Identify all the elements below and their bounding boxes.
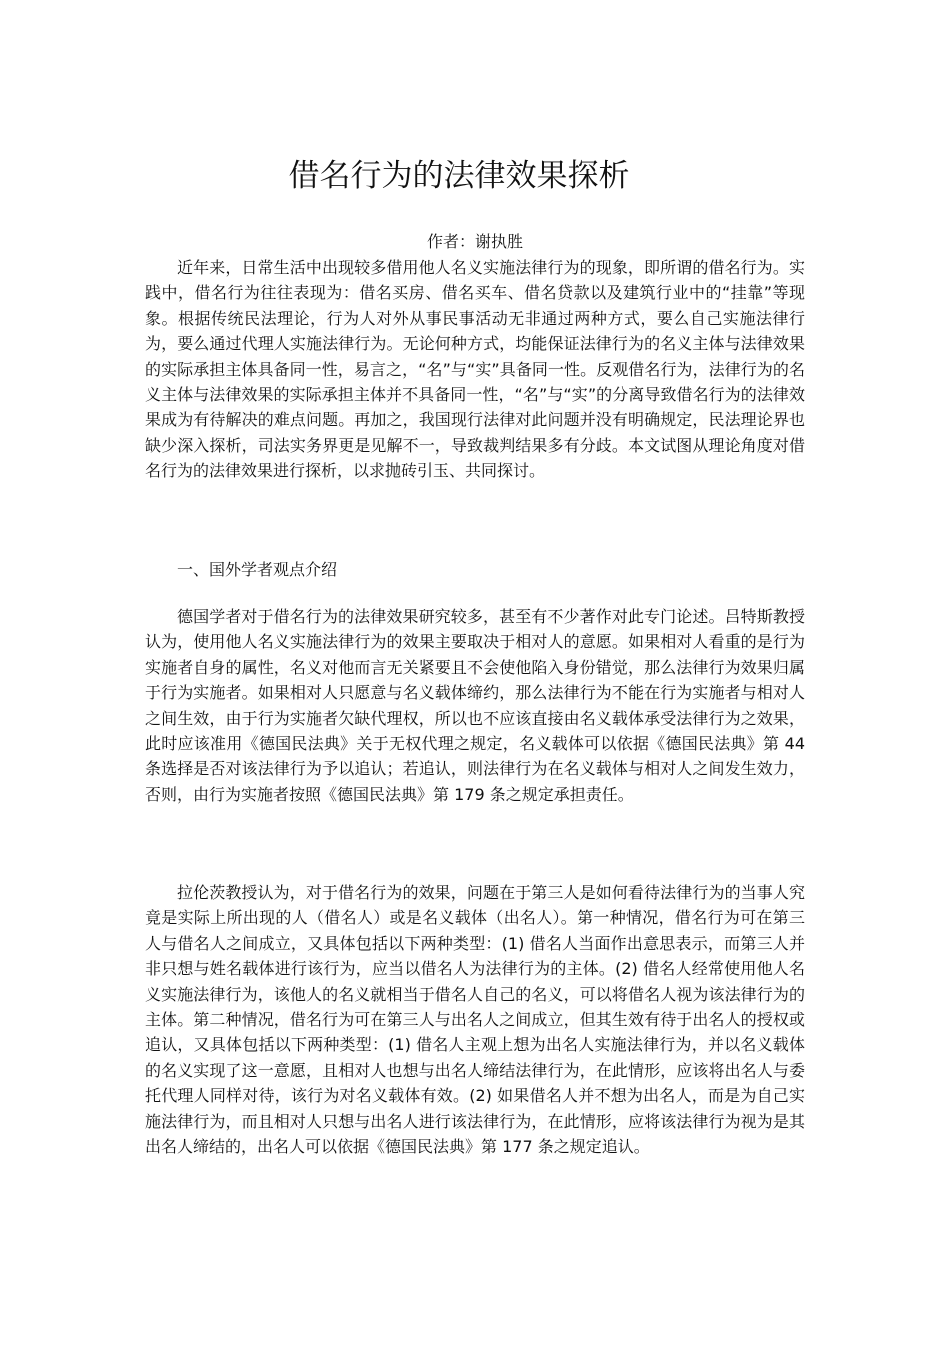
author-line: 作者：谢执胜 <box>426 232 523 251</box>
german-scholar-paragraph: 德国学者对于借名行为的法律效果研究较多，甚至有不少著作对此专门论述。吕特斯教授认为，使用他人名义实施法律行为的效果主要取决于相对人的意愿。如果相对人看重的是行为实施者自身的属性，名义对他而言无关紧要且不会使他陷入身份错觉，那么法律行为效果归属于行为实施者。如果相对人只愿意与名义载体缔约，那么法律行为不能在行为实施者与相对人之间生效，由于行为实施者欠缺代理权，所以也不应该直接由名义载体承受法律行为之效果，此时应该准用《德国民法典》关于无权代理之规定，名义载体可以依据《德国民法典》第 44 条选择是否对该法律行为予以追认；若追认，则法律行为在名义载体与相对人之间发生效力，否则，由行为实施者按照《德国民法典》第 179 条之规定承担责任。 <box>145 607 805 804</box>
document-title: 借名行为的法律效果探析 <box>288 158 630 194</box>
intro-paragraph: 近年来，日常生活中出现较多借用他人名义实施法律行为的现象，即所谓的借名行为。实践中，借名行为往往表现为：借名买房、借名买车、借名贷款以及建筑行业中的“挂靠”等现象。根据传统民法理论，行为人对外从事民事活动无非通过两种方式，要么自己实施法律行为，要么通过代理人实施法律行为。无论何种方式，均能保证法律行为的名义主体与法律效果的实际承担主体具备同一性，易言之，“名”与“实”具备同一性。反观借名行为，法律行为的名义主体与法律效果的实际承担主体并不具备同一性，“名”与“实”的分离导致借名行为的法律效果成为有待解决的难点问题。再加之，我国现行法律对此问题并没有明确规定，民法理论界也缺少深入探析，司法实务界更是见解不一，导致裁判结果多有分歧。本文试图从理论角度对借名行为的法律效果进行探析，以求抛砖引玉、共同探讨。 <box>145 258 805 481</box>
larenz-paragraph: 拉伦茨教授认为，对于借名行为的效果，问题在于第三人是如何看待法律行为的当事人究竟是实际上所出现的人（借名人）或是名义载体（出名人）。第一种情况，借名行为可在第三人与借名人之间成立，又具体包括以下两种类型：(1) 借名人当面作出意思表示，而第三人并非只想与姓名载体进行该行为，应当以借名人为法律行为的主体。(2) 借名人经常使用他人名义实施法律行为，该他人的名义就相当于借名人自己的名义，可以将借名人视为该法律行为的主体。第二种情况，借名行为可在第三人与出名人之间成立，但其生效有待于出名人的授权或追认，又具体包括以下两种类型：(1) 借名人主观上想为出名人实施法律行为，并以名义载体的名义实现了这一意愿，且相对人也想与出名人缔结法律行为，在此情形，应该将出名人与委托代理人同样对待，该行为对名义载体有效。(2) 如果借名人并不想为出名人，而是为自己实施法律行为，而且相对人只想与出名人进行该法律行为，在此情形，应将该法律行为视为是其出名人缔结的，出名人可以依据《德国民法典》第 177 条之规定追认。 <box>145 883 805 1157</box>
section-heading: 一、国外学者观点介绍 <box>177 560 338 579</box>
